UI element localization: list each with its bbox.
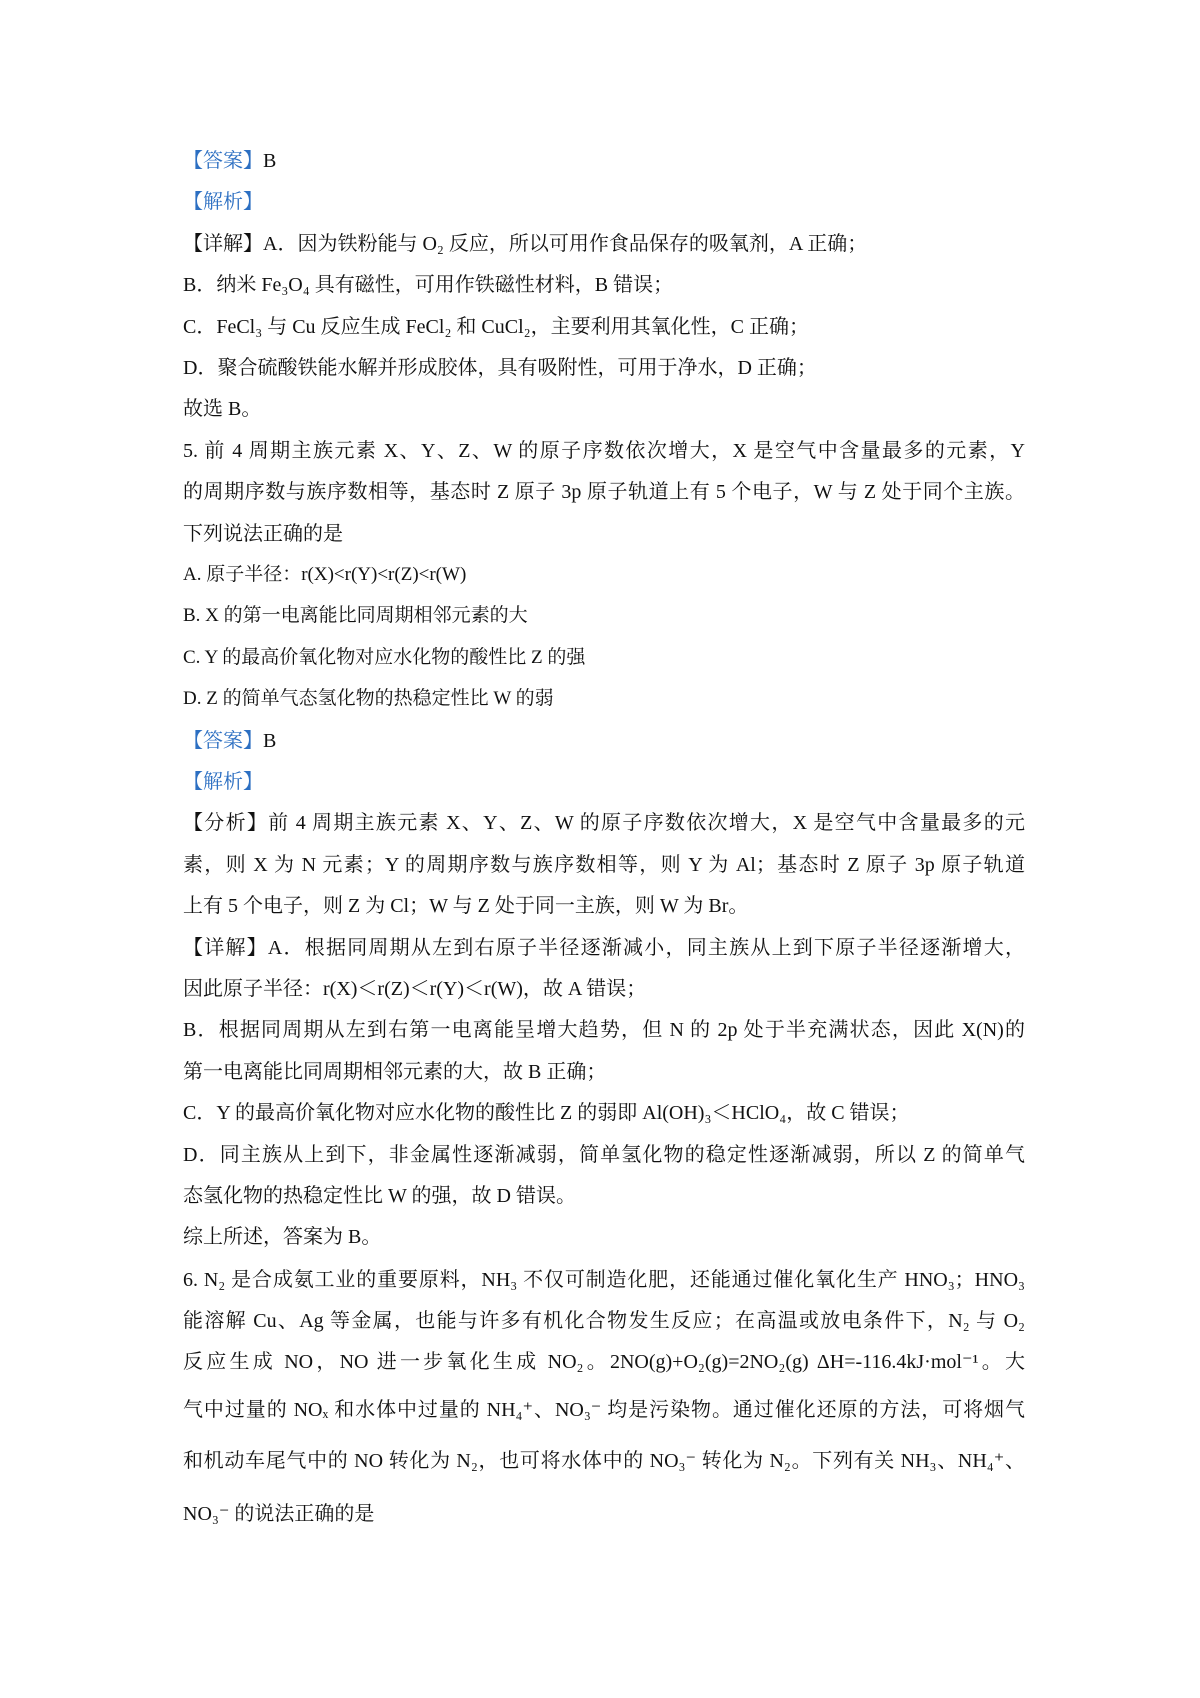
option-d: D. Z 的简单气态氢化物的热稳定性比 W 的弱 <box>183 688 554 709</box>
explanation-line: 【分析】前 4 周期主族元素 X、Y、Z、W 的原子序数依次增大，X 是空气中含量最多的元 <box>183 812 1025 834</box>
question-6-stem: NO₃⁻ 的说法正确的是 <box>183 1503 375 1525</box>
explanation-line: C．Y 的最高价氧化物对应水化物的酸性比 Z 的弱即 Al(OH)₃＜HClO₄，故 C 错误； <box>183 1102 910 1124</box>
answer-tag: 【答案】 <box>183 730 263 752</box>
question-6-stem: 6. N₂ 是合成氨工业的重要原料，NH₃ 不仅可制造化肥，还能通过催化氧化生产 HNO₃；HNO₃ <box>183 1269 1025 1291</box>
explanation-line: 态氢化物的热稳定性比 W 的强，故 D 错误。 <box>183 1185 576 1207</box>
answer-tag: 【答案】 <box>183 150 263 172</box>
explanation-line: 【详解】A．根据同周期从左到右原子半径逐渐减小，同主族从上到下原子半径逐渐增大， <box>183 937 1025 959</box>
explanation-line: 第一电离能比同周期相邻元素的大，故 B 正确； <box>183 1061 607 1083</box>
explanation-line: 素，则 X 为 N 元素；Y 的周期序数与族序数相等，则 Y 为 Al；基态时 Z 原子 3p 原子轨道 <box>183 854 1025 876</box>
q5-answer-line <box>183 728 276 754</box>
question-6-stem: 反应生成 NO，NO 进一步氧化生成 NO₂。2NO(g)+O₂(g)=2NO₂(g) ΔH=-116.4kJ·mol⁻¹。大 <box>183 1351 1025 1373</box>
explanation-line: 因此原子半径：r(X)＜r(Z)＜r(Y)＜r(W)，故 A 错误； <box>183 978 647 1000</box>
question-6-stem: 气中过量的 NOₓ 和水体中过量的 NH₄⁺、NO₃⁻ 均是污染物。通过催化还原的方法，可将烟气 <box>183 1399 1025 1421</box>
detail-line: 【详解】A．因为铁粉能与 O₂ 反应，所以可用作食品保存的吸氧剂，A 正确； <box>183 233 868 255</box>
option-b: B. X 的第一电离能比同周期相邻元素的大 <box>183 605 528 626</box>
question-6-stem: 和机动车尾气中的 NO 转化为 N₂，也可将水体中的 NO₃⁻ 转化为 N₂。下列有关 NH₃、NH₄⁺、 <box>183 1450 1025 1472</box>
question-6-stem: 能溶解 Cu、Ag 等金属，也能与许多有机化合物发生反应；在高温或放电条件下，N₂ 与 O₂ <box>183 1310 1025 1332</box>
detail-line: 故选 B。 <box>183 398 262 420</box>
detail-line: D．聚合硫酸铁能水解并形成胶体，具有吸附性，可用于净水，D 正确； <box>183 357 817 379</box>
option-c: C. Y 的最高价氧化物对应水化物的酸性比 Z 的强 <box>183 647 586 668</box>
option-a: A. 原子半径：r(X)<r(Y)<r(Z)<r(W) <box>183 564 467 585</box>
analysis-tag: 【解析】 <box>183 191 263 213</box>
question-5-stem: 的周期序数与族序数相等，基态时 Z 原子 3p 原子轨道上有 5 个电子，W 与 Z 处于同个主族。 <box>183 481 1025 503</box>
explanation-line: B．根据同周期从左到右第一电离能呈增大趋势，但 N 的 2p 处于半充满状态，因此 X(N)的 <box>183 1019 1025 1041</box>
question-5-stem: 5. 前 4 周期主族元素 X、Y、Z、W 的原子序数依次增大，X 是空气中含量最多的元素，Y <box>183 440 1025 462</box>
question-5-stem: 下列说法正确的是 <box>183 523 343 545</box>
analysis-tag: 【解析】 <box>183 771 263 793</box>
explanation-line: 上有 5 个电子，则 Z 为 Cl；W 与 Z 处于同一主族，则 W 为 Br。 <box>183 895 749 917</box>
answer-value: B <box>263 730 277 752</box>
answer-value: B <box>263 150 277 172</box>
q4-answer-line <box>183 148 276 174</box>
detail-line: C．FeCl₃ 与 Cu 反应生成 FeCl₂ 和 CuCl₂，主要利用其氧化性，C 正确； <box>183 316 809 338</box>
explanation-line: D．同主族从上到下，非金属性逐渐减弱，简单氢化物的稳定性逐渐减弱，所以 Z 的简单气 <box>183 1144 1025 1166</box>
explanation-line: 综上所述，答案为 B。 <box>183 1226 382 1248</box>
detail-line: B．纳米 Fe₃O₄ 具有磁性，可用作铁磁性材料，B 错误； <box>183 274 674 296</box>
